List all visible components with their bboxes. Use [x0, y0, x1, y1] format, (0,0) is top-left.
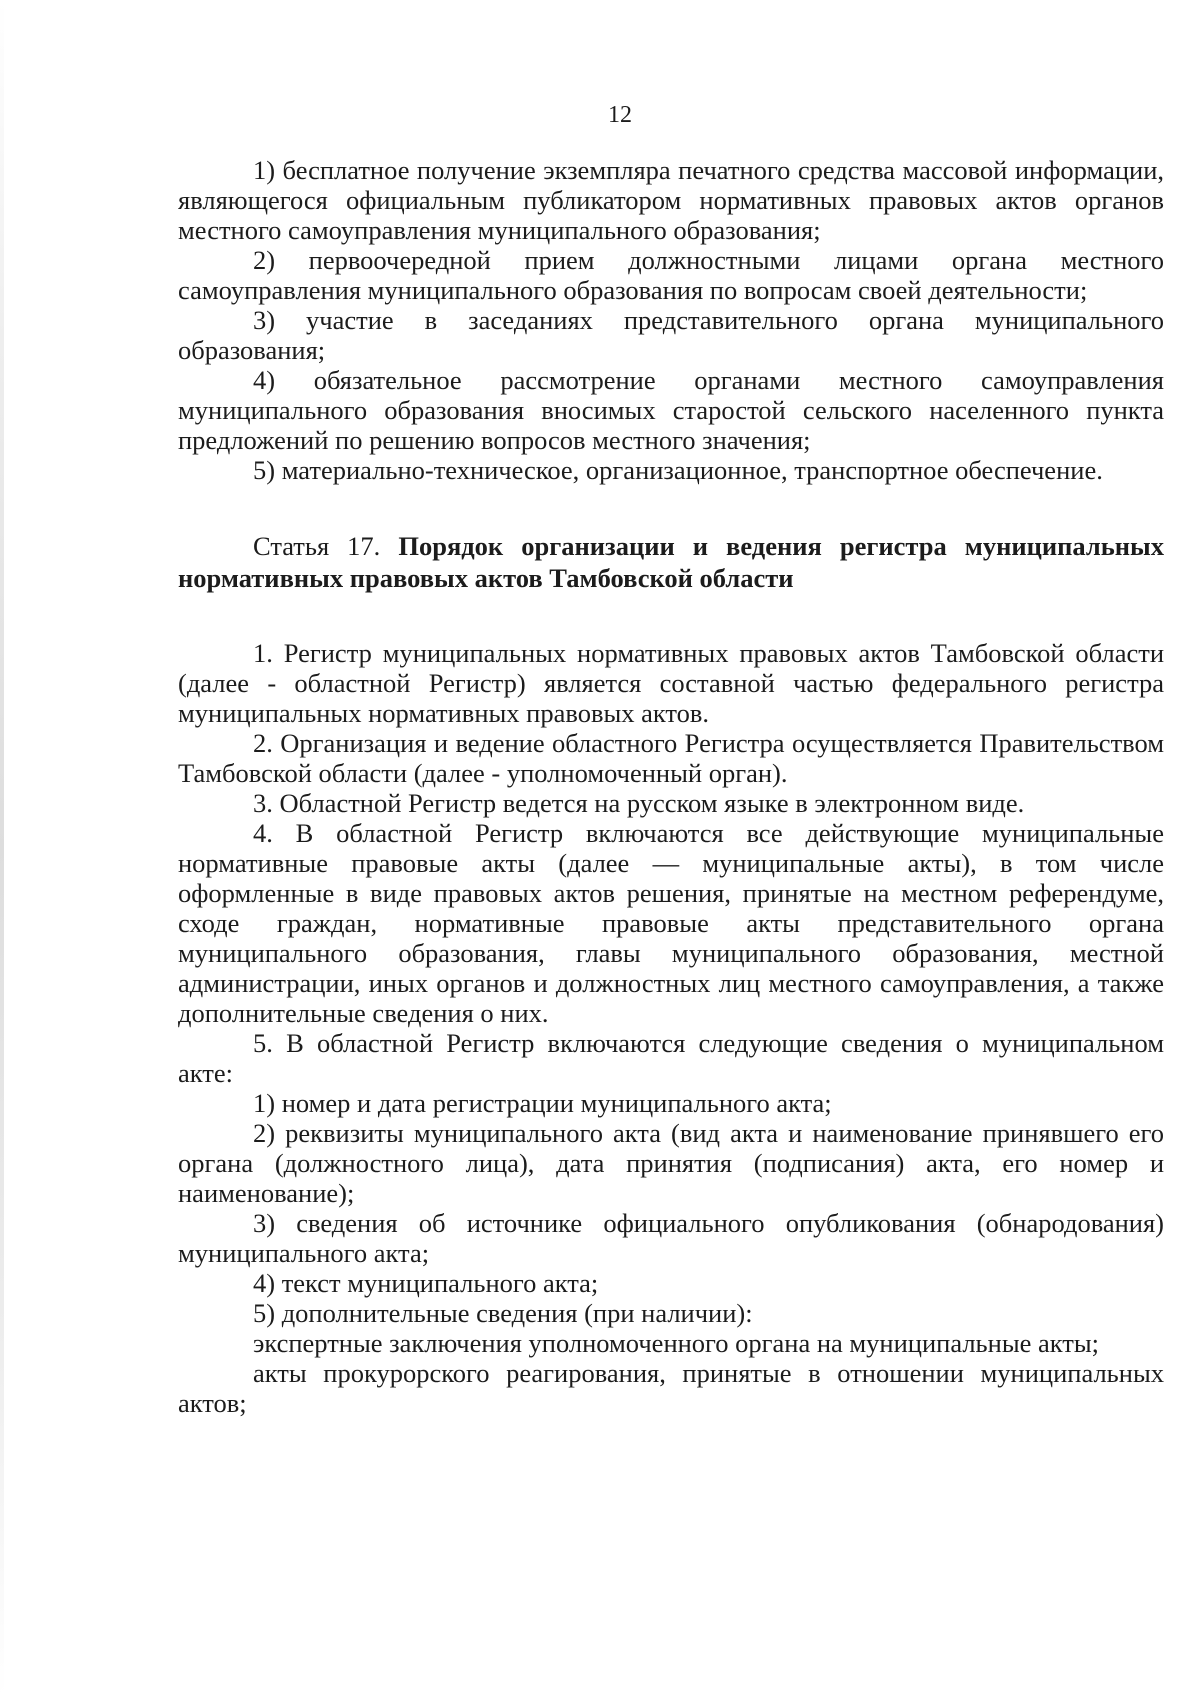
paragraph: 2) реквизиты муниципального акта (вид акта и наименование принявшего его органа (должностного лица), дата принятия (подписания) акта, его номер и наименование);: [178, 1118, 1164, 1208]
rights-item: 3) участие в заседаниях представительного органа муниципального образования;: [178, 305, 1164, 365]
paragraph: 4) текст муниципального акта;: [253, 1268, 599, 1298]
rights-item: 1) бесплатное получение экземпляра печатного средства массовой информации, являющегося официальным публикатором нормативных правовых актов органов местного самоуправления муниципального образования;: [178, 155, 1164, 245]
rights-item: 2) первоочередной прием должностными лицами органа местного самоуправления муниципального образования по вопросам своей деятельности;: [178, 245, 1164, 305]
paragraph: 3. Областной Регистр ведется на русском языке в электронном виде.: [253, 788, 1025, 818]
scan-edge-artifact: [0, 0, 4, 1697]
paragraph: акты прокурорского реагирования, принятые в отношении муниципальных актов;: [178, 1358, 1164, 1418]
paragraph: 4. В областной Регистр включаются все действующие муниципальные нормативные правовые акты (далее — муниципальные акты), в том числе оформленные в виде правовых актов решения, принятые на местном референдуме, сходе граждан, нормативные правовые акты представительного органа муниципального образования, главы муниципального образования, местной администрации, иных органов и должностных лиц местного самоуправления, а также дополнительные сведения о них.: [178, 818, 1164, 1028]
article-title: Порядок организации и ведения регистра муниципальных нормативных правовых актов Тамбовской области: [178, 531, 1164, 593]
rights-item: 4) обязательное рассмотрение органами местного самоуправления муниципального образования вносимых старостой сельского населенного пункта предложений по решению вопросов местного значения;: [178, 365, 1164, 455]
paragraph: 1) номер и дата регистрации муниципального акта;: [253, 1088, 832, 1118]
article-heading: [178, 530, 1164, 594]
paragraph: экспертные заключения уполномоченного органа на муниципальные акты;: [253, 1328, 1100, 1358]
article-number: Статья 17.: [253, 531, 381, 561]
page-number: 12: [608, 102, 632, 128]
rights-item: 5) материально-техническое, организационное, транспортное обеспечение.: [253, 455, 1103, 485]
paragraph: 3) сведения об источнике официального опубликования (обнародования) муниципального акта;: [178, 1208, 1164, 1268]
paragraph: 2. Организация и ведение областного Регистра осуществляется Правительством Тамбовской области (далее - уполномоченный орган).: [178, 728, 1164, 788]
page-content: [178, 155, 1164, 1418]
paragraph: 1. Регистр муниципальных нормативных правовых актов Тамбовской области (далее - областной Регистр) является составной частью федерального регистра муниципальных нормативных правовых актов.: [178, 638, 1164, 728]
paragraph: 5) дополнительные сведения (при наличии):: [253, 1298, 753, 1328]
paragraph: 5. В областной Регистр включаются следующие сведения о муниципальном акте:: [178, 1028, 1164, 1088]
